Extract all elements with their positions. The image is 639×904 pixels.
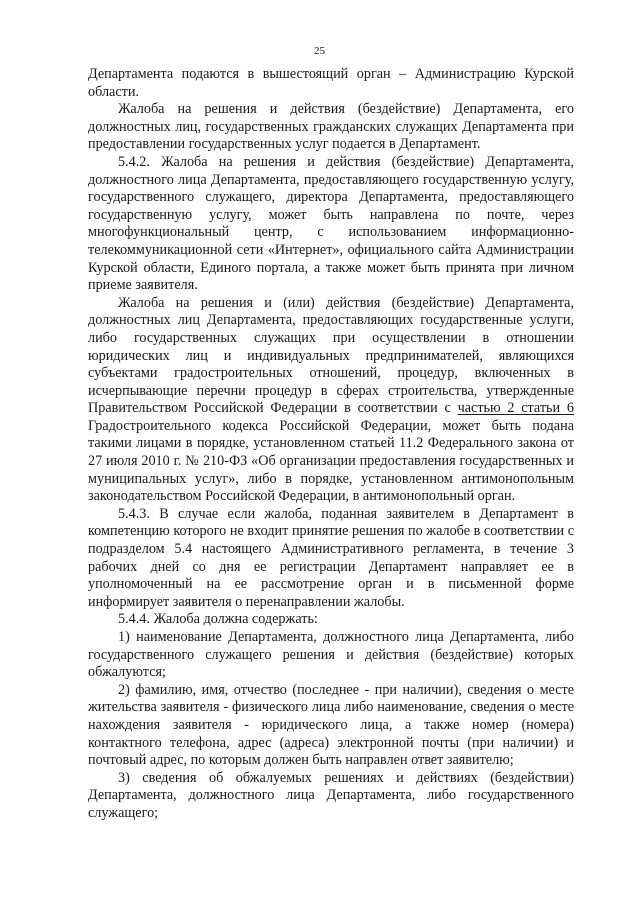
paragraph-continuation: Департамента подаются в вышестоящий орган – Администрацию Курской области. [88,66,574,100]
paragraph-complaint-construction [88,295,574,506]
paragraph-complaint-submission: Жалоба на решения и действия (бездействие) Департамента, его должностных лиц, государственных гражданских служащих Департамента при предоставлении государственных услуг подается в Департамент. [88,101,574,153]
document-body [88,66,574,823]
paragraph-text-after-link: Градостроительного кодекса Российской Федерации, может быть подана такими лицами в порядке, установленном статьей 11.2 Федерального закона от 27 июля 2010 г. № 210-ФЗ «Об организации предоставления государственных и муниципальных услуг», либо в порядке, установленном антимонопольным законодательством Российской Федерации, в антимонопольный орган. [88,417,574,505]
paragraph-text-before-link: Жалоба на решения и (или) действия (бездействие) Департамента, должностных лиц Департамента, предоставляющих государственные услуги, либо государственных служащих при осуществлении в отношении юридических лиц и индивидуальных предпринимателей, являющихся субъектами градостроительных отношений, процедур, включенных в исчерпывающие перечни процедур в сферах строительства, утвержденные Правительством Российской Федерации в соответствии с [88,294,574,417]
paragraph-5-4-4: 5.4.4. Жалоба должна содержать: [118,611,318,628]
law-reference-link[interactable]: частью 2 статьи 6 [457,400,574,417]
page-number: 25 [314,45,325,57]
list-item-2: 2) фамилию, имя, отчество (последнее - при наличии), сведения о месте жительства заявителя - физического лица либо наименование, сведения о месте нахождения заявителя - юридического лица, а также номер (номера) контактного телефона, адрес (адреса) электронной почты (при наличии) и почтовый адрес, по которым должен быть направлен ответ заявителю; [88,681,574,769]
list-item-1: 1) наименование Департамента, должностного лица Департамента, либо государственного служащего решения и действия (бездействие) которых обжалуются; [88,629,574,681]
paragraph-5-4-2: 5.4.2. Жалоба на решения и действия (бездействие) Департамента, должностного лица Департамента, предоставляющего государственную услугу, государственного служащего, директора Департамента, предоставляющего государственную услугу, может быть направлена по почте, через многофункциональный центр, с использованием информационно-телекоммуникационной сети «Интернет», официального сайта Администрации Курской области, Единого портала, а также может быть принята при личном приеме заявителя. [88,153,574,294]
list-item-3: 3) сведения об обжалуемых решениях и действиях (бездействии) Департамента, должностного лица Департамента, либо государственного служащего; [88,769,574,821]
paragraph-5-4-3: 5.4.3. В случае если жалоба, поданная заявителем в Департамент в компетенцию которого не входит принятие решения по жалобе в соответствии с подразделом 5.4 настоящего Административного регламента, в течение 3 рабочих дней со дня ее регистрации Департамент направляет ее в уполномоченный на ее рассмотрение орган и в письменной форме информирует заявителя о перенаправлении жалобы. [88,505,574,610]
